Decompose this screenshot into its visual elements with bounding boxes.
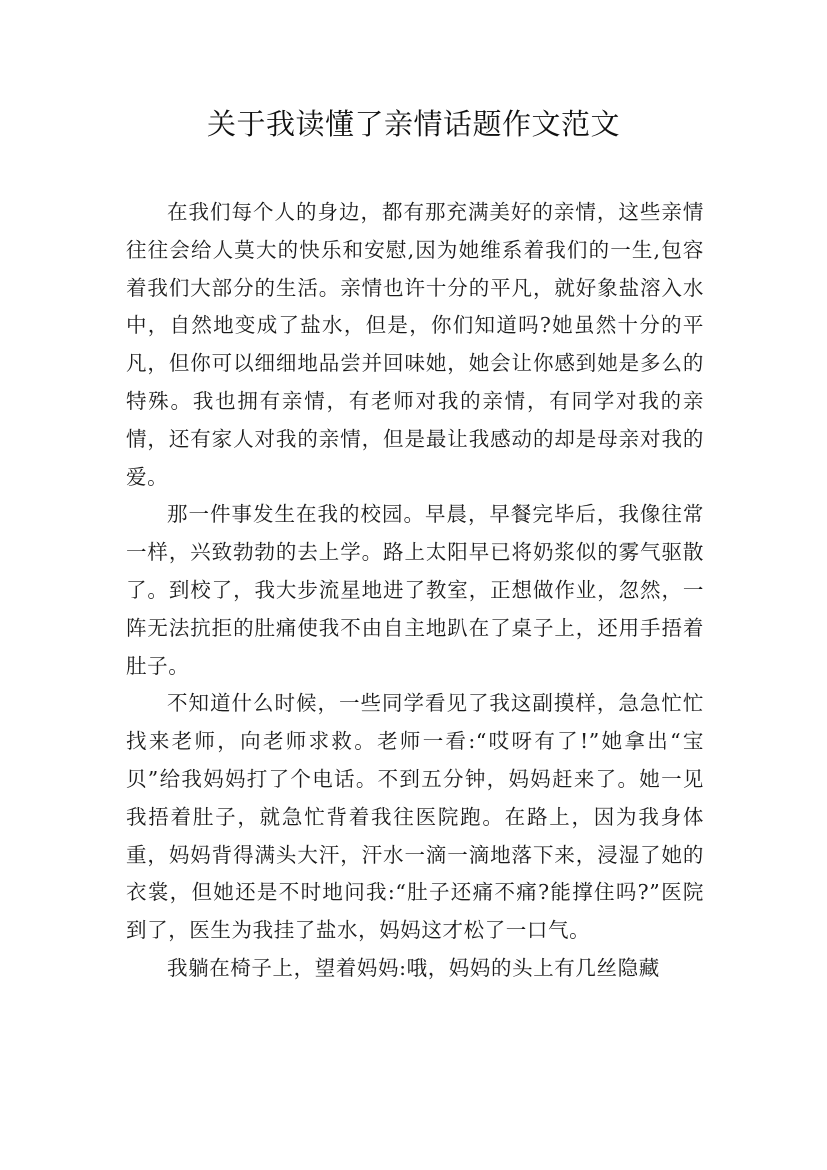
paragraph-3: 不知道什么时候，一些同学看见了我这副摸样，急急忙忙找来老师，向老师求救。老师一看:“哎呀有了!”她拿出“宝贝”给我妈妈打了个电话。不到五分钟，妈妈赶来了。她一见我捂着肚子，就急忙背着我往医院跑。在路上，因为我身体重，妈妈背得满头大汗，汗水一滴一滴地落下来，浸湿了她的衣裳，但她还是不时地问我:“肚子还痛不痛?能撑住吗?”医院到了，医生为我挂了盐水，妈妈这才松了一口气。 — [126, 691, 704, 943]
document-body — [126, 194, 704, 988]
paragraph-2: 那一件事发生在我的校园。早晨，早餐完毕后，我像往常一样，兴致勃勃的去上学。路上太阳早已将奶浆似的雾气驱散了。到校了，我大步流星地进了教室，正想做作业，忽然，一阵无法抗拒的肚痛使我不由自主地趴在了桌子上，还用手捂着肚子。 — [126, 502, 704, 678]
paragraph-1: 在我们每个人的身边，都有那充满美好的亲情，这些亲情往往会给人莫大的快乐和安慰,因为她维系着我们的一生,包容着我们大部分的生活。亲情也许十分的平凡，就好象盐溶入水中，自然地变成了盐水，但是，你们知道吗?她虽然十分的平凡，但你可以细细地品尝并回味她，她会让你感到她是多么的特殊。我也拥有亲情，有老师对我的亲情，有同学对我的亲情，还有家人对我的亲情，但是最让我感动的却是母亲对我的爱。 — [126, 200, 704, 489]
paragraph-4: 我躺在椅子上，望着妈妈:哦，妈妈的头上有几丝隐藏 — [167, 955, 660, 980]
document-title: 关于我读懂了亲情话题作文范文 — [206, 107, 620, 141]
